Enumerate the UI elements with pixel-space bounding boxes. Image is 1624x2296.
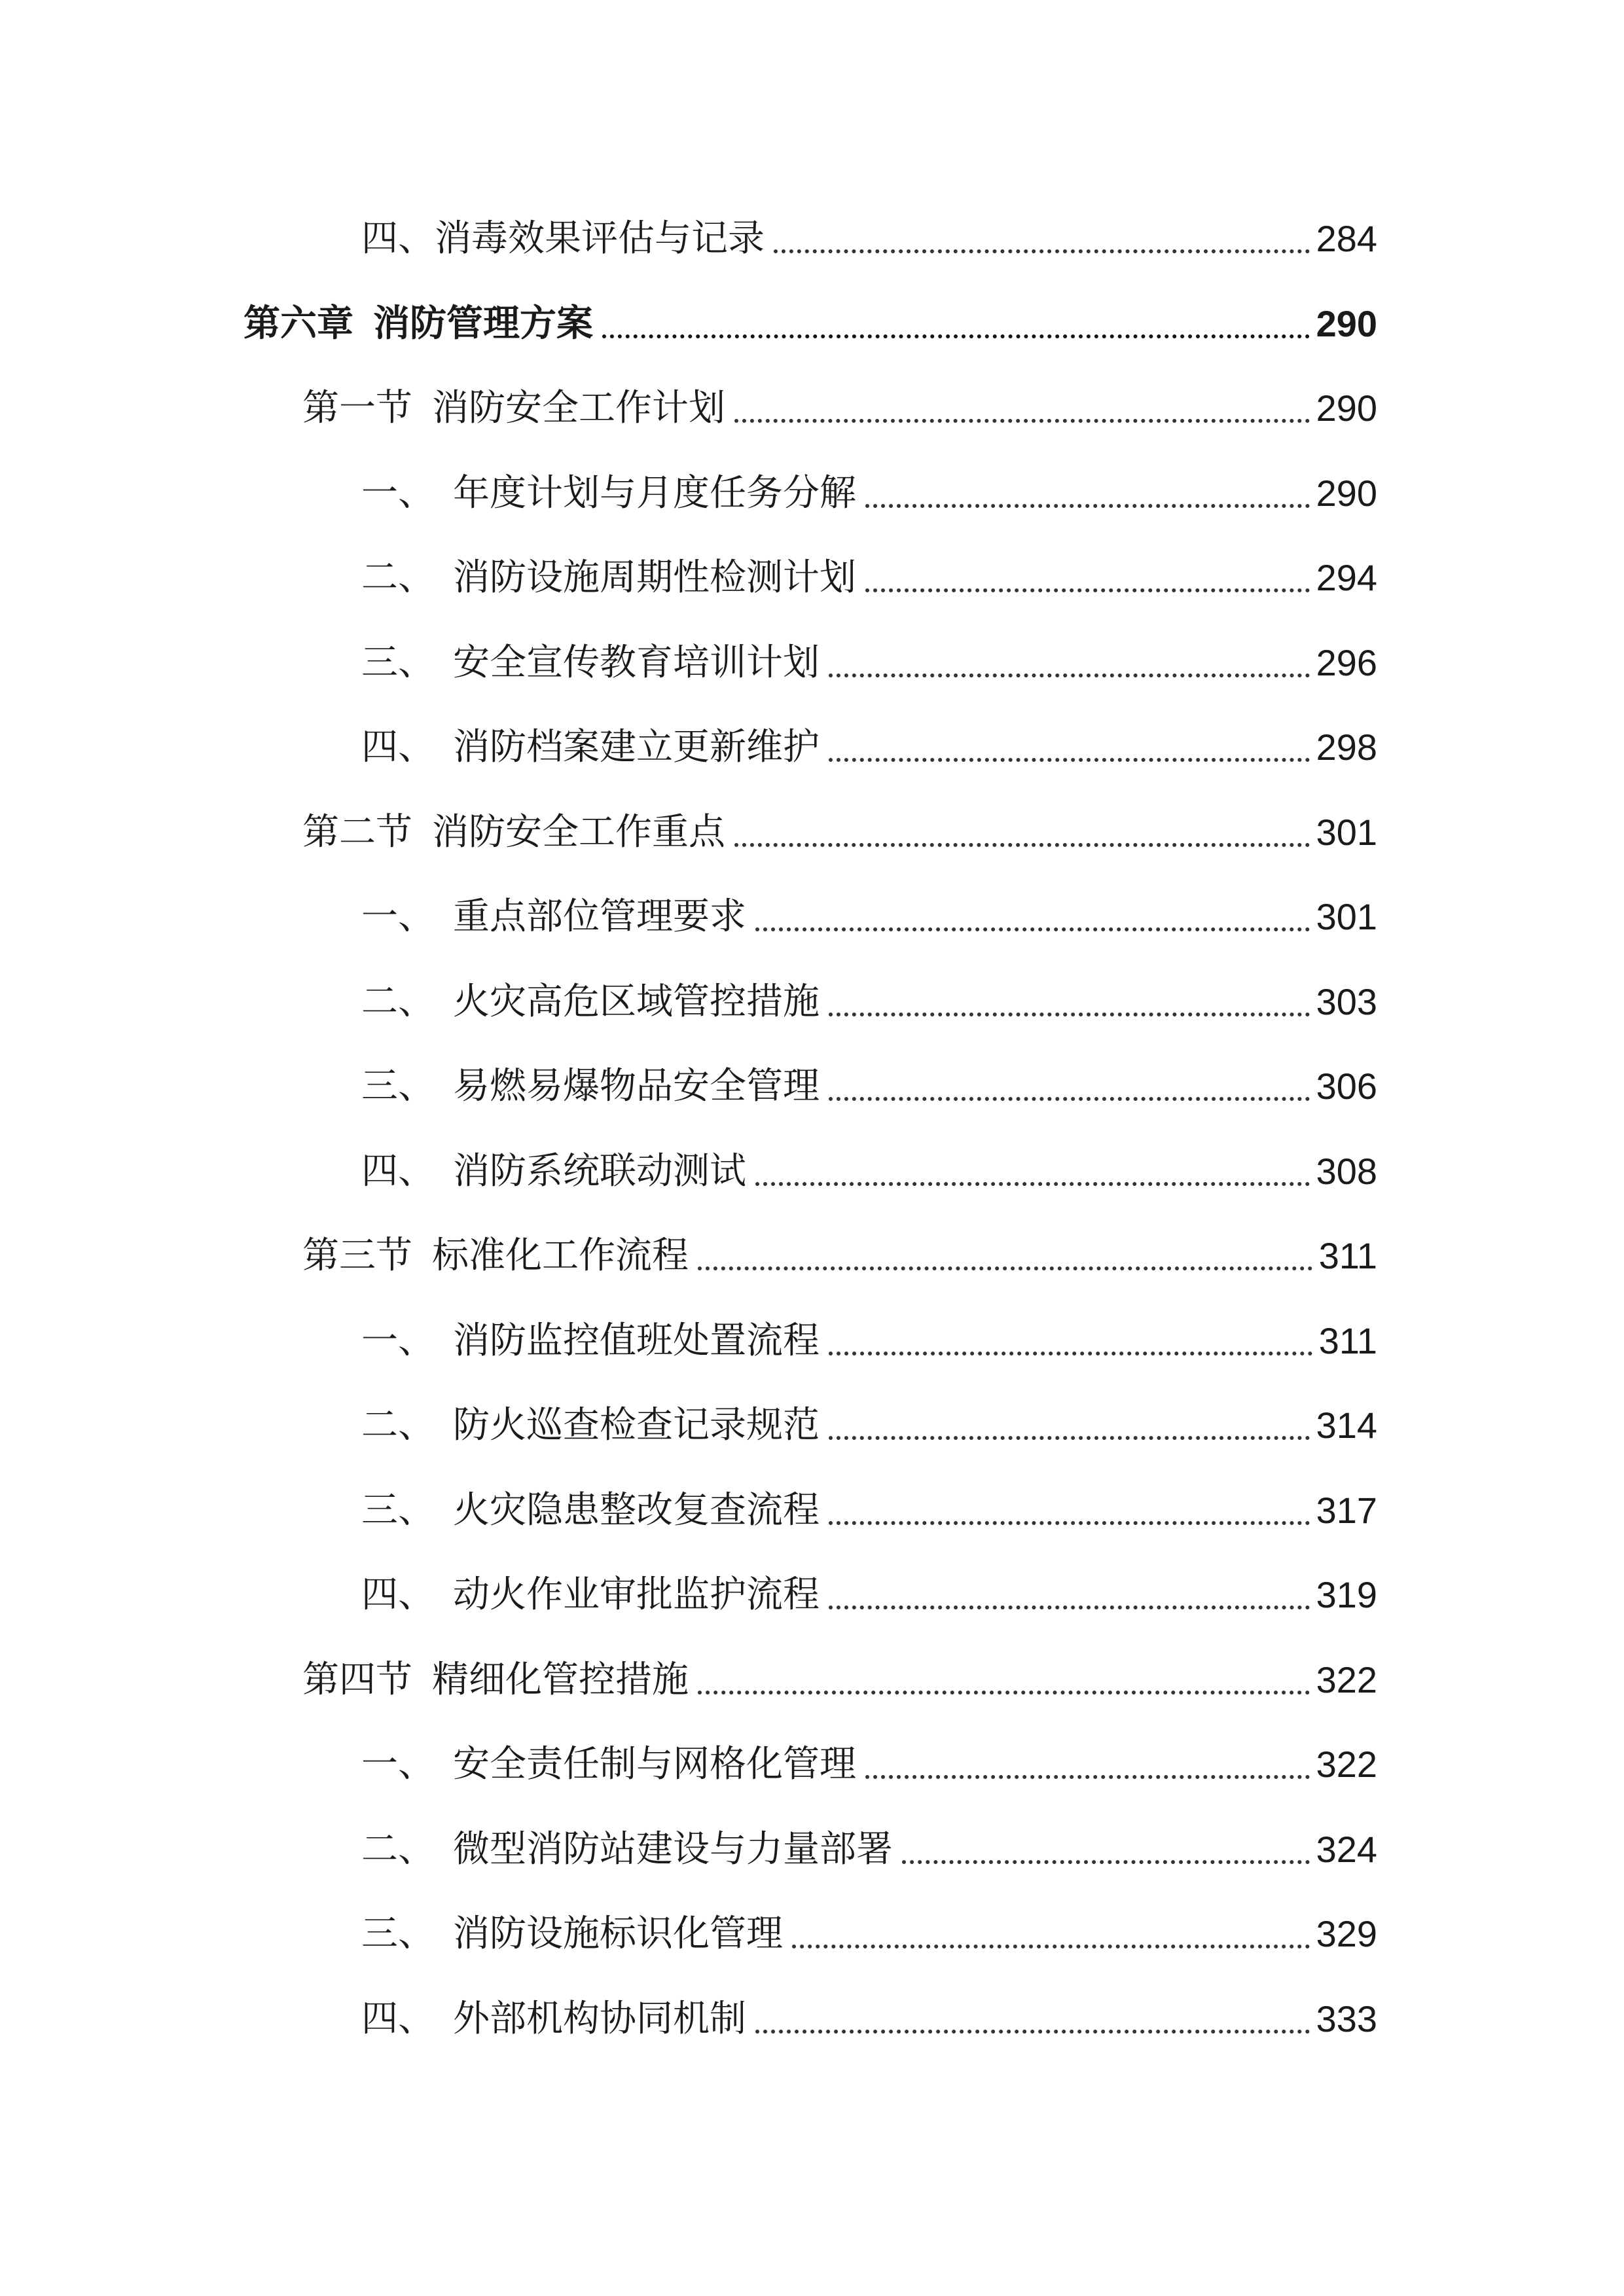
dot-leader xyxy=(792,1945,1310,1948)
toc-entry-number: 三、 xyxy=(361,1489,435,1532)
dot-leader xyxy=(829,1097,1310,1101)
toc-entry-title: 精细化管控措施 xyxy=(432,1659,689,1701)
toc-entry-page: 301 xyxy=(1316,896,1377,937)
toc-entry-title: 消毒效果评估与记录 xyxy=(435,217,765,260)
toc-section-entry[interactable] xyxy=(302,382,1377,435)
dot-leader xyxy=(829,1436,1310,1440)
toc-entry[interactable] xyxy=(361,1823,1377,1876)
dot-leader xyxy=(698,1691,1310,1695)
toc-entry-title: 消防设施标识化管理 xyxy=(453,1912,783,1955)
toc-entry-title: 火灾隐患整改复查流程 xyxy=(453,1489,820,1532)
toc-entry-page: 306 xyxy=(1316,1066,1377,1107)
toc-chapter-entry[interactable] xyxy=(244,298,1377,350)
toc-entry-page: 319 xyxy=(1316,1574,1377,1615)
toc-entry-page: 317 xyxy=(1316,1490,1377,1531)
toc-entry-number: 一、 xyxy=(361,895,435,938)
toc-entry-title: 年度计划与月度任务分解 xyxy=(453,472,856,514)
toc-entry-number: 一、 xyxy=(361,1319,435,1362)
toc-entry-page: 294 xyxy=(1316,557,1377,598)
dot-leader xyxy=(829,758,1310,762)
toc-section-entry[interactable] xyxy=(302,1654,1377,1706)
toc-entry-number: 三、 xyxy=(361,1912,435,1955)
toc-entry[interactable] xyxy=(361,891,1377,943)
dot-leader xyxy=(829,1521,1310,1525)
toc-entry[interactable] xyxy=(361,637,1377,689)
toc-entry-page: 322 xyxy=(1316,1659,1377,1700)
dot-leader xyxy=(734,843,1310,847)
toc-entry-number: 四、 xyxy=(361,1573,435,1616)
toc-entry[interactable] xyxy=(361,1145,1377,1198)
toc-entry-title: 动火作业审批监护流程 xyxy=(453,1573,820,1616)
toc-entry-page: 314 xyxy=(1316,1405,1377,1446)
toc-entry-number: 三、 xyxy=(361,1065,435,1107)
dot-leader xyxy=(755,2030,1310,2034)
toc-entry-title: 安全责任制与网格化管理 xyxy=(453,1743,856,1785)
toc-entry[interactable] xyxy=(361,1315,1377,1367)
toc-entry-number: 四、 xyxy=(361,217,435,260)
toc-entry[interactable] xyxy=(361,1484,1377,1537)
toc-entry-number: 一、 xyxy=(361,1743,435,1785)
toc-entry[interactable] xyxy=(361,1993,1377,2045)
toc-entry-title: 外部机构协同机制 xyxy=(453,1998,746,2040)
dot-leader xyxy=(829,1013,1310,1016)
toc-entry-page: 298 xyxy=(1316,726,1377,768)
toc-entry-page: 333 xyxy=(1316,1998,1377,2039)
dot-leader xyxy=(902,1860,1310,1864)
toc-entry-title: 微型消防站建设与力量部署 xyxy=(453,1828,893,1871)
toc-entry[interactable] xyxy=(361,1060,1377,1113)
dot-leader xyxy=(829,673,1310,677)
toc-entry-page: 284 xyxy=(1316,218,1377,259)
toc-entry-title: 消防系统联动测试 xyxy=(453,1150,746,1193)
dot-leader xyxy=(774,249,1310,253)
toc-entry-page: 290 xyxy=(1316,387,1377,429)
toc-entry-number: 第六章 xyxy=(244,302,353,345)
toc-entry[interactable] xyxy=(361,1908,1377,1960)
toc-entry[interactable] xyxy=(361,976,1377,1028)
dot-leader xyxy=(755,1182,1310,1186)
toc-entry-title: 重点部位管理要求 xyxy=(453,895,746,938)
toc-entry-title: 安全宣传教育培训计划 xyxy=(453,641,820,684)
toc-entry-page: 311 xyxy=(1318,1235,1377,1276)
toc-entry-page: 308 xyxy=(1316,1151,1377,1192)
toc-entry-page: 303 xyxy=(1316,981,1377,1022)
toc-entry[interactable] xyxy=(361,552,1377,604)
toc-entry-number: 二、 xyxy=(361,556,435,599)
toc-entry-title: 火灾高危区域管控措施 xyxy=(453,980,820,1023)
toc-entry-title: 消防设施周期性检测计划 xyxy=(453,556,856,599)
dot-leader xyxy=(865,1775,1310,1779)
toc-entry-title: 消防档案建立更新维护 xyxy=(453,726,820,768)
toc-entry-title: 防火巡查检查记录规范 xyxy=(453,1404,820,1446)
toc-entry-number: 二、 xyxy=(361,980,435,1023)
toc-entry-number: 四、 xyxy=(361,1150,435,1193)
toc-entry[interactable] xyxy=(361,1399,1377,1452)
toc-entry-number: 二、 xyxy=(361,1404,435,1446)
dot-leader xyxy=(829,1352,1312,1355)
dot-leader xyxy=(829,1605,1310,1609)
toc-entry-page: 290 xyxy=(1316,473,1377,514)
toc-entry-title: 消防管理方案 xyxy=(373,302,593,345)
toc-entry-number: 一、 xyxy=(361,472,435,514)
dot-leader xyxy=(865,588,1310,592)
toc-entry-page: 311 xyxy=(1318,1320,1377,1361)
dot-leader xyxy=(865,504,1310,508)
toc-entry-number: 三、 xyxy=(361,641,435,684)
toc-entry-page: 329 xyxy=(1316,1913,1377,1954)
toc-section-entry[interactable] xyxy=(302,806,1377,859)
toc-entry[interactable] xyxy=(361,1738,1377,1791)
dot-leader xyxy=(734,419,1310,423)
toc-entry-page: 301 xyxy=(1316,812,1377,853)
toc-section-entry[interactable] xyxy=(302,1230,1377,1282)
dot-leader xyxy=(755,927,1310,931)
toc-entry-number: 四、 xyxy=(361,1998,435,2040)
toc-entry-number: 四、 xyxy=(361,726,435,768)
toc-entry[interactable] xyxy=(361,213,1377,265)
toc-entry-title: 消防监控值班处置流程 xyxy=(453,1319,820,1362)
toc-entry-number: 第一节 xyxy=(302,387,412,429)
toc-entry-title: 消防安全工作重点 xyxy=(432,811,725,853)
toc-entry-number: 二、 xyxy=(361,1828,435,1871)
toc-entry[interactable] xyxy=(361,721,1377,774)
toc-entry[interactable] xyxy=(361,467,1377,520)
toc-entry-title: 易燃易爆物品安全管理 xyxy=(453,1065,820,1107)
toc-entry-number: 第三节 xyxy=(302,1234,412,1277)
toc-entry-page: 290 xyxy=(1316,303,1377,344)
toc-entry[interactable] xyxy=(361,1569,1377,1621)
toc-entry-title: 消防安全工作计划 xyxy=(432,387,725,429)
dot-leader xyxy=(602,334,1310,338)
toc-entry-page: 324 xyxy=(1316,1829,1377,1870)
toc-entry-page: 322 xyxy=(1316,1744,1377,1785)
toc-entry-number: 第二节 xyxy=(302,811,412,853)
dot-leader xyxy=(698,1266,1312,1270)
toc-entry-page: 296 xyxy=(1316,642,1377,683)
toc-entry-number: 第四节 xyxy=(302,1659,412,1701)
toc-entry-title: 标准化工作流程 xyxy=(432,1234,689,1277)
